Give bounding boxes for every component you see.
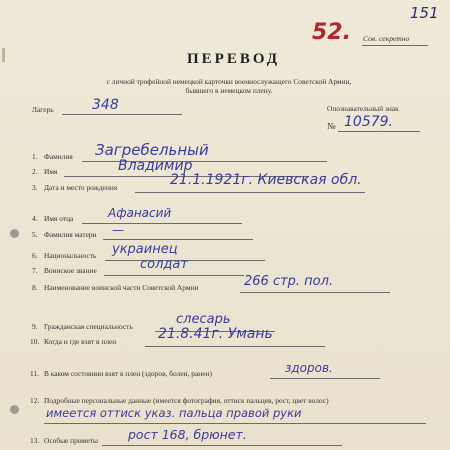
field-4-underline — [82, 223, 242, 224]
field-12-number: 12. — [30, 396, 40, 405]
secrecy-underline — [362, 45, 428, 46]
field-2-label: Имя — [44, 167, 58, 176]
field-1-number: 1. — [32, 152, 38, 161]
field-11-underline — [270, 378, 380, 379]
subtitle-line-1: с личной трофейной немецкой карточки военнослужащего Советской Армии, — [106, 77, 352, 86]
field-3-value: 21.1.1921г. Киевская обл. — [170, 172, 362, 188]
field-5-number: 5. — [32, 230, 38, 239]
field-4-label: Имя отца — [44, 214, 74, 223]
document-title: ПЕРЕВОД — [187, 51, 281, 67]
field-5-value: — — [112, 223, 124, 237]
secrecy-stamp: Сов. секретно — [363, 34, 410, 43]
field-8-label: Наименование воинской части Советской Армии — [44, 283, 199, 292]
id-underline — [338, 131, 420, 132]
field-3-underline — [135, 192, 365, 193]
camp-label: Лагерь — [32, 105, 54, 114]
field-1-value: Загребельный — [95, 141, 209, 159]
field-9-label: Гражданская специальность — [44, 322, 133, 331]
handwritten-number: 52. — [312, 20, 351, 45]
field-7-number: 7. — [32, 266, 38, 275]
margin-pencil-mark — [2, 48, 5, 62]
field-10-value: 21.8.41г. Умань — [158, 326, 273, 342]
camp-underline — [62, 114, 182, 115]
field-4-value: Афанасий — [108, 206, 172, 220]
field-11-label: В каком состоянии взят в плен (здоров, болен, ранен) — [44, 369, 212, 378]
field-13-label: Особые приметы — [44, 436, 98, 445]
field-9-value: слесарь — [176, 312, 231, 327]
subtitle-line-2: бывшего в немецком плену. — [185, 86, 273, 95]
field-11-value: здоров. — [285, 361, 333, 375]
field-8-value: 266 стр. пол. — [244, 274, 334, 289]
field-5-underline — [103, 239, 253, 240]
binder-hole-top — [10, 229, 19, 238]
id-number-label: № — [327, 121, 336, 131]
field-7-value: солдат — [140, 257, 188, 272]
field-4-number: 4. — [32, 214, 38, 223]
field-13-number: 13. — [30, 436, 40, 445]
binder-hole-bottom — [10, 405, 19, 414]
camp-value: 348 — [92, 97, 119, 113]
page-number-corner: 151 — [410, 4, 439, 22]
id-sign-label: Опознавательный знак — [327, 104, 399, 113]
field-10-number: 10. — [30, 337, 40, 346]
field-6-value: украинец — [112, 242, 178, 257]
field-3-number: 3. — [32, 183, 38, 192]
field-13-value: рост 168, брюнет. — [128, 427, 247, 442]
id-value: 10579. — [344, 114, 393, 130]
field-6-number: 6. — [32, 251, 38, 260]
field-7-underline — [104, 275, 244, 276]
field-8-underline — [240, 292, 390, 293]
field-8-number: 8. — [32, 283, 38, 292]
field-10-label: Когда и где взят в плен — [44, 337, 117, 346]
field-12-underline — [44, 423, 426, 424]
field-3-label: Дата и место рождения — [44, 183, 118, 192]
field-12-label: Подробные персональные данные (имеется фотография, оттиск пальцев, рост, цвет волос) — [44, 396, 329, 405]
field-12-value: имеется оттиск указ. пальца правой руки — [46, 406, 302, 420]
field-10-underline — [145, 346, 325, 347]
field-5-label: Фамилия матери — [44, 230, 97, 239]
field-13-underline — [102, 445, 342, 446]
field-6-label: Национальность — [44, 251, 97, 260]
field-11-number: 11. — [30, 369, 39, 378]
field-2-value: Владимир — [118, 158, 193, 174]
field-1-label: Фамилия — [44, 152, 73, 161]
field-7-label: Воинское звание — [44, 266, 97, 275]
field-2-number: 2. — [32, 167, 38, 176]
field-9-number: 9. — [32, 322, 38, 331]
